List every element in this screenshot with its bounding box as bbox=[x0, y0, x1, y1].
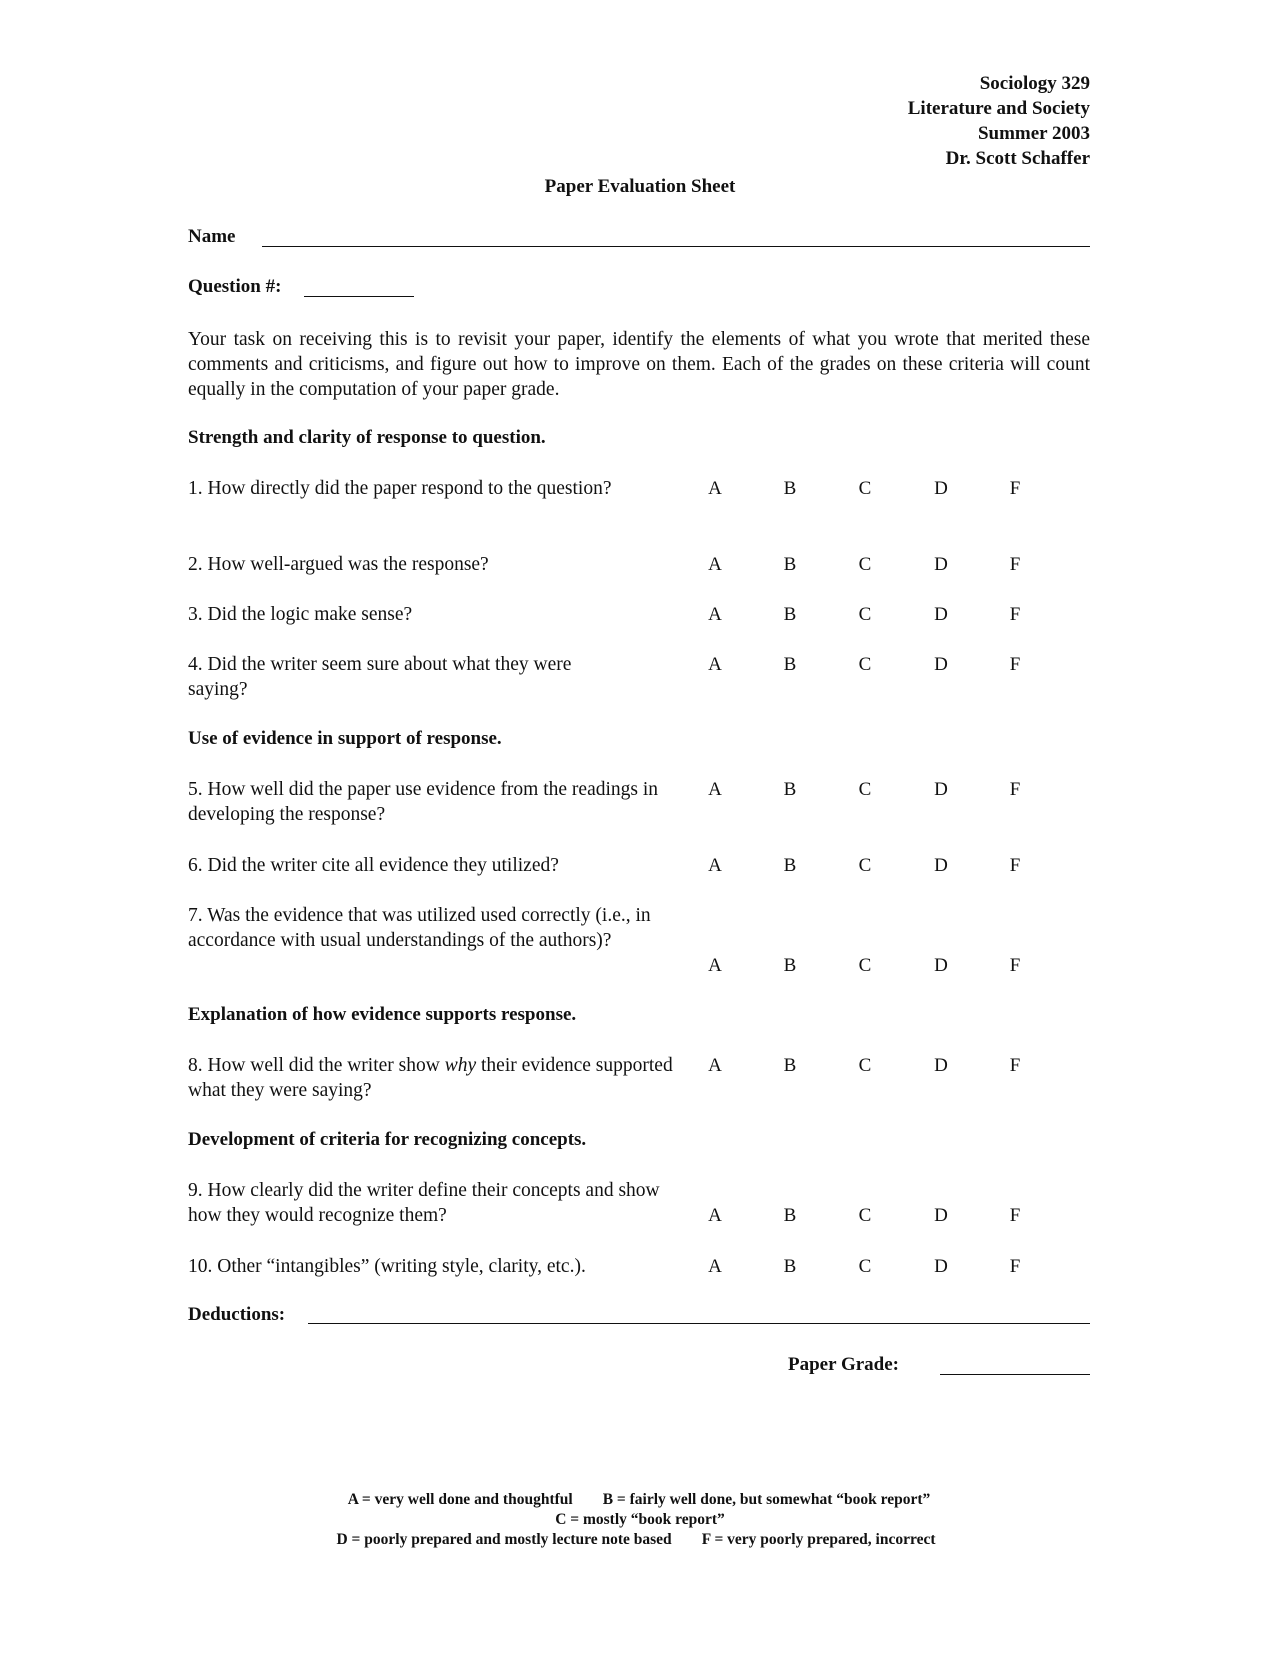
grade-option-d[interactable]: D bbox=[934, 554, 948, 575]
name-field[interactable] bbox=[262, 246, 1090, 247]
grade-options-q3 bbox=[700, 602, 1075, 627]
deductions-label: Deductions: bbox=[188, 1304, 286, 1325]
instructions-paragraph: Your task on receiving this is to revisit your paper, identify the elements of what you wrote that merited these comments and criticisms, and figure out how to improve on them. Each of the grades on these criteria will count equally in the computation of your paper grade. bbox=[188, 329, 1090, 400]
grade-option-c[interactable]: C bbox=[858, 604, 872, 625]
section-title-criteria: Development of criteria for recognizing concepts. bbox=[188, 1129, 587, 1150]
question-2: 2. How well-argued was the response? bbox=[188, 554, 489, 575]
grade-option-d[interactable]: D bbox=[934, 779, 948, 800]
grade-option-c[interactable]: C bbox=[858, 478, 872, 499]
grade-option-d[interactable]: D bbox=[934, 855, 948, 876]
legend-b: B = fairly well done, but somewhat “book report” bbox=[602, 1491, 931, 1508]
question-8 bbox=[188, 1053, 678, 1103]
grade-option-d[interactable]: D bbox=[934, 1055, 948, 1076]
grade-option-f[interactable]: F bbox=[1009, 1205, 1021, 1226]
question-6: 6. Did the writer cite all evidence they utilized? bbox=[188, 855, 559, 876]
grade-options-q2 bbox=[700, 552, 1075, 577]
grade-option-b[interactable]: B bbox=[783, 1256, 797, 1277]
legend-f: F = very poorly prepared, incorrect bbox=[701, 1531, 936, 1548]
question-number-field[interactable] bbox=[304, 296, 414, 297]
question-3: 3. Did the logic make sense? bbox=[188, 604, 413, 625]
deductions-field[interactable] bbox=[308, 1323, 1090, 1324]
paper-grade-field[interactable] bbox=[940, 1374, 1090, 1375]
legend-d: D = poorly prepared and mostly lecture note based bbox=[336, 1531, 672, 1548]
question-1: 1. How directly did the paper respond to the question? bbox=[188, 478, 612, 499]
grade-option-d[interactable]: D bbox=[934, 654, 948, 675]
grade-option-c[interactable]: C bbox=[858, 855, 872, 876]
grade-option-a[interactable]: A bbox=[708, 779, 722, 800]
course-term: Summer 2003 bbox=[977, 123, 1090, 144]
grade-option-c[interactable]: C bbox=[858, 1205, 872, 1226]
section-title-strength: Strength and clarity of response to question. bbox=[188, 427, 546, 448]
grade-option-c[interactable]: C bbox=[858, 1055, 872, 1076]
grade-option-f[interactable]: F bbox=[1009, 855, 1021, 876]
section-title-evidence: Use of evidence in support of response. bbox=[188, 728, 502, 749]
question-4: 4. Did the writer seem sure about what they were saying? bbox=[188, 654, 572, 700]
grade-option-d[interactable]: D bbox=[934, 1256, 948, 1277]
grade-option-a[interactable]: A bbox=[708, 1205, 722, 1226]
grade-option-c[interactable]: C bbox=[858, 1256, 872, 1277]
question-8-emphasis: why bbox=[444, 1055, 477, 1076]
grade-option-a[interactable]: A bbox=[708, 604, 722, 625]
grade-options-q5 bbox=[700, 777, 1075, 802]
question-8-text-after: their evidence supported what they were saying? bbox=[188, 1055, 673, 1101]
question-8-text-before: 8. How well did the writer show bbox=[188, 1055, 445, 1076]
grade-option-f[interactable]: F bbox=[1009, 654, 1021, 675]
grade-option-c[interactable]: C bbox=[858, 654, 872, 675]
grade-option-d[interactable]: D bbox=[934, 955, 948, 976]
grade-options-q7 bbox=[700, 953, 1075, 978]
grade-option-d[interactable]: D bbox=[934, 1205, 948, 1226]
grade-option-b[interactable]: B bbox=[783, 1055, 797, 1076]
grade-option-a[interactable]: A bbox=[708, 1256, 722, 1277]
grade-option-a[interactable]: A bbox=[708, 955, 722, 976]
grade-options-q9 bbox=[700, 1203, 1075, 1228]
grade-option-d[interactable]: D bbox=[934, 604, 948, 625]
question-5: 5. How well did the paper use evidence from the readings in developing the response? bbox=[188, 779, 659, 825]
grade-options-q4 bbox=[700, 652, 1075, 677]
grade-option-a[interactable]: A bbox=[708, 855, 722, 876]
page-title: Paper Evaluation Sheet bbox=[544, 176, 736, 197]
grade-options-q6 bbox=[700, 853, 1075, 878]
legend-row-1 bbox=[0, 1490, 1279, 1510]
grade-option-f[interactable]: F bbox=[1009, 1055, 1021, 1076]
section-title-explanation: Explanation of how evidence supports response. bbox=[188, 1004, 577, 1025]
course-number: Sociology 329 bbox=[979, 73, 1090, 94]
grade-option-d[interactable]: D bbox=[934, 478, 948, 499]
paper-grade-label: Paper Grade: bbox=[788, 1354, 899, 1375]
grade-option-c[interactable]: C bbox=[858, 554, 872, 575]
grade-options-q1 bbox=[700, 476, 1075, 501]
legend-a: A = very well done and thoughtful bbox=[347, 1491, 573, 1508]
grade-options-q8 bbox=[700, 1053, 1075, 1078]
legend-c: C = mostly “book report” bbox=[555, 1511, 725, 1528]
grade-options-q10 bbox=[700, 1254, 1075, 1279]
name-label: Name bbox=[188, 226, 236, 247]
grade-option-b[interactable]: B bbox=[783, 478, 797, 499]
grade-option-c[interactable]: C bbox=[858, 779, 872, 800]
grade-option-b[interactable]: B bbox=[783, 554, 797, 575]
question-label: Question #: bbox=[188, 276, 282, 297]
grade-option-f[interactable]: F bbox=[1009, 955, 1021, 976]
grade-option-b[interactable]: B bbox=[783, 779, 797, 800]
grade-option-a[interactable]: A bbox=[708, 478, 722, 499]
grade-option-b[interactable]: B bbox=[783, 604, 797, 625]
grade-option-a[interactable]: A bbox=[708, 554, 722, 575]
grade-option-a[interactable]: A bbox=[708, 654, 722, 675]
grade-option-f[interactable]: F bbox=[1009, 1256, 1021, 1277]
question-7: 7. Was the evidence that was utilized used correctly (i.e., in accordance with usual understandings of the authors)? bbox=[188, 905, 651, 951]
legend-row-3 bbox=[0, 1530, 1276, 1550]
grade-option-f[interactable]: F bbox=[1009, 478, 1021, 499]
instructor-name: Dr. Scott Schaffer bbox=[945, 148, 1090, 169]
course-name: Literature and Society bbox=[907, 98, 1090, 119]
grade-option-b[interactable]: B bbox=[783, 1205, 797, 1226]
grade-option-c[interactable]: C bbox=[858, 955, 872, 976]
question-9: 9. How clearly did the writer define their concepts and show how they would recognize them? bbox=[188, 1180, 660, 1226]
grade-option-f[interactable]: F bbox=[1009, 779, 1021, 800]
grade-option-b[interactable]: B bbox=[783, 855, 797, 876]
grade-option-b[interactable]: B bbox=[783, 955, 797, 976]
grade-option-f[interactable]: F bbox=[1009, 554, 1021, 575]
grade-option-b[interactable]: B bbox=[783, 654, 797, 675]
grade-option-f[interactable]: F bbox=[1009, 604, 1021, 625]
grade-option-a[interactable]: A bbox=[708, 1055, 722, 1076]
question-10: 10. Other “intangibles” (writing style, clarity, etc.). bbox=[188, 1256, 586, 1277]
